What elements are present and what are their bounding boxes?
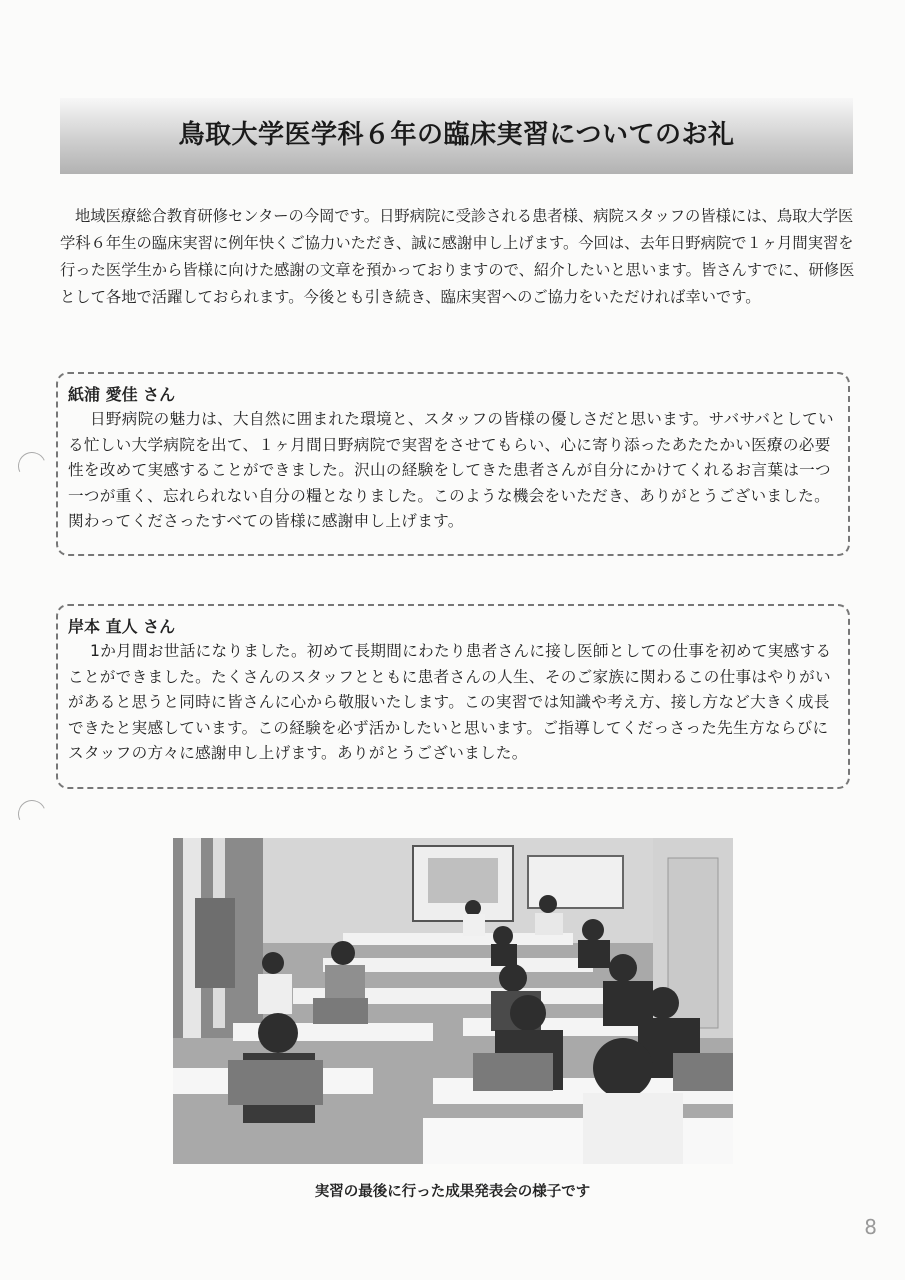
message-card — [56, 604, 850, 789]
binder-hole — [14, 796, 50, 832]
message-text: 1か月間お世話になりました。初めて長期間にわたり患者さんに接し医師としての仕事を初めて実感することができました。たくさんのスタッフとともに患者さんの人生、そのご家族に関わるこの仕事はやりがいがあると思うと同時に皆さんに心から敬服いたします。この実習では知識や考え方、接し方など大きく成長できたと実感しています。この経験を必ず活かしたいと思います。ご指導してくだっさった先生方ならびにスタッフの方々に感謝申し上げます。ありがとうございました。 — [68, 642, 832, 762]
page-title: 鳥取大学医学科６年の臨床実習についてのお礼 — [178, 120, 735, 150]
page-number: 8 — [864, 1215, 877, 1239]
binder-hole — [14, 448, 50, 484]
message-card — [56, 372, 850, 556]
student-name: 紙浦 愛佳 さん — [68, 385, 176, 404]
intro-paragraph: 地域医療総合教育研修センターの今岡です。日野病院に受診される患者様、病院スタッフの皆様には、鳥取大学医学科６年生の臨床実習に例年快くご協力いただき、誠に感謝申し上げます。今回は、去年日野病院で１ヶ月間実習を行った医学生から皆様に向けた感謝の文章を預かっておりますので、紹介したいと思います。皆さんすでに、研修医として各地で活躍しておられます。今後とも引き続き、臨床実習へのご協力をいただければ幸いです。 — [60, 207, 855, 306]
message-text: 日野病院の魅力は、大自然に囲まれた環境と、スタッフの皆様の優しさだと思います。サバサバとしている忙しい大学病院を出て、１ヶ月間日野病院で実習をさせてもらい、心に寄り添ったあたたかい医療の必要性を改めて実感することができました。沢山の経験をしてきた患者さんが自分にかけてくれるお言葉は一つ一つが重く、忘れられない自分の糧となりました。このような機会をいただき、ありがとうございました。関わってくださったすべての皆様に感謝申し上げます。 — [68, 410, 834, 530]
presentation-photo — [173, 838, 733, 1164]
title-banner — [60, 98, 853, 174]
photo-caption: 実習の最後に行った成果発表会の様子です — [314, 1184, 591, 1200]
student-name: 岸本 直人 さん — [68, 617, 176, 636]
